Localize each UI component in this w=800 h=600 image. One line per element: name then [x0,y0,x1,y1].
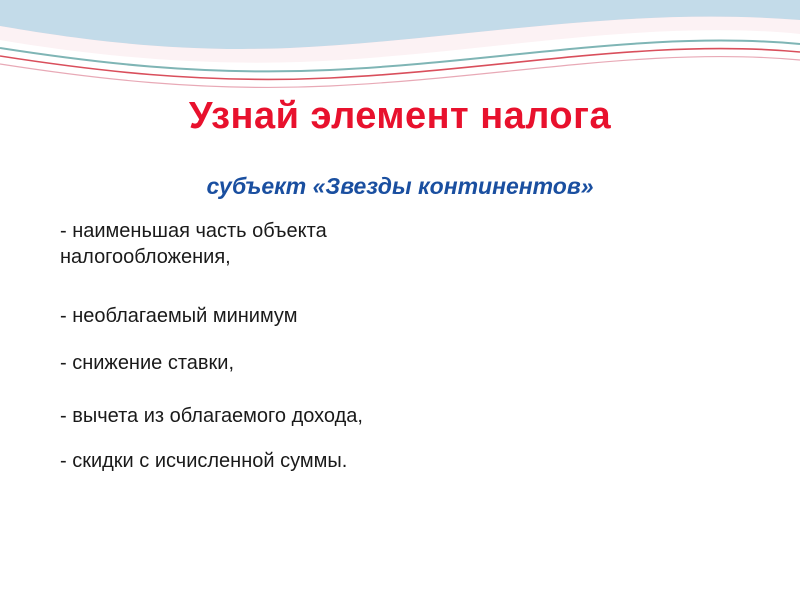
bullet-item: - необлагаемый минимум [60,305,298,327]
slide-subtitle: субъект «Звезды континентов» [206,173,594,199]
ribbon-line-red [0,49,800,80]
bullet-item: - скидки с исчисленной суммы. [60,450,348,472]
bullet-item: - наименьшая часть объекта налогообложения, [60,220,327,268]
ribbon-band-pink [0,0,800,63]
ribbon-band-white [0,17,800,73]
bullet-item: - вычета из облагаемого дохода, [60,405,363,427]
bullet-item: - снижение ставки, [60,352,234,374]
ribbon-line-pink-thin [0,57,800,88]
ribbon-line-teal [0,41,800,72]
ribbon-band-blue [0,0,800,49]
slide-title: Узнай элемент налога [188,95,612,137]
